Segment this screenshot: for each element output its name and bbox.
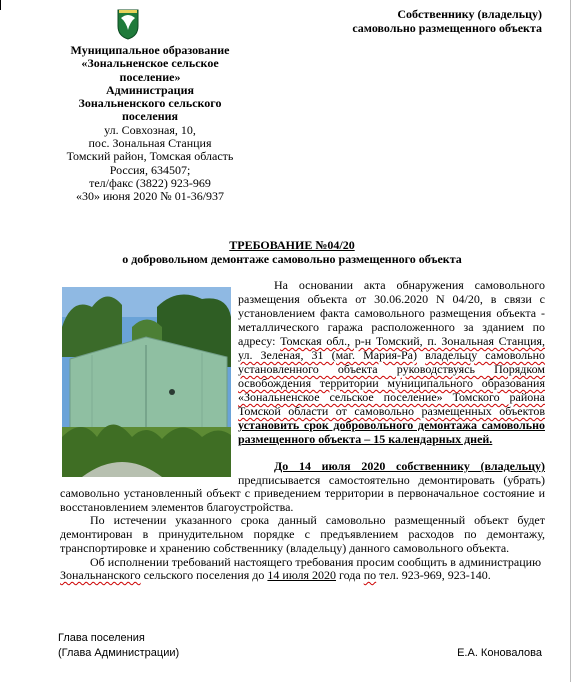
- settlement-name: Зональнанского: [60, 568, 141, 583]
- org-phone: тел/факс (3822) 923-969: [89, 175, 211, 190]
- paragraph-text: На основании акта обнаружения самовольного размещения объекта от 30.06.2020 N 04/20, в связи с установлением факта самовольного размещения объекта - металлического гаража расположенного за зданием по адресу:: [238, 278, 545, 348]
- address-text: Томская обл., р-н Томский, п. Зональная Станция, ул. Зеленая, 31 (маг. Мария-Ра): [238, 334, 546, 362]
- paragraph-text: владельцу самовольно установленного объекта руководствуясь Порядком освобождения территории муниципального образования «Зональненское сельское поселение» Томского района Томской области от самовольно размещенных объектов: [238, 348, 546, 418]
- deadline-block: [238, 459, 545, 487]
- org-line: Зональненского сельского: [78, 96, 222, 111]
- org-line: Администрация: [105, 82, 194, 97]
- organization-block: [52, 44, 248, 204]
- addressee-block: [330, 8, 542, 35]
- continuation-text: [60, 487, 545, 583]
- addressee-line: Собственнику (владельцу): [397, 7, 542, 21]
- deadline-text: предписывается самостоятельно демонтировать (убрать): [238, 473, 545, 487]
- deadline-statement: установить срок добровольного демонтажа самовольно размещенного объекта – 15 календарных дней.: [238, 418, 545, 446]
- signer-position: (Глава Администрации): [58, 647, 180, 659]
- org-line: поселения: [121, 109, 179, 124]
- page-right-edge: [570, 0, 571, 682]
- org-address: пос. Зональная Станция: [88, 136, 212, 151]
- paragraph-text: По истечении указанного срока данный самовольно размещенный объект будет демонтирован в принудительном порядке с предъявлением расходов по демонтажу, транспортировке и хранению собственнику (владельцу) данного самовольного объекта.: [60, 513, 545, 555]
- org-line: Муниципальное образование: [70, 43, 230, 57]
- signer-title: Глава поселения: [58, 632, 145, 644]
- paragraph-text: самовольно установленный объект с приведением территории в первоначальное состояние и восстановлением элементов благоустройства.: [60, 486, 545, 514]
- phone-text: тел. 923-969, 923-140.: [376, 568, 491, 583]
- signature-block: [58, 631, 546, 661]
- coat-of-arms-icon: [104, 8, 152, 40]
- signer-name: Е.А. Коновалова: [457, 647, 542, 659]
- garage-photo: [62, 287, 231, 477]
- org-line: «Зональненское сельское: [81, 56, 219, 71]
- paragraph-text: сельского поселения до: [140, 568, 268, 583]
- title-line: ТРЕБОВАНИЕ №04/20: [229, 238, 355, 252]
- main-paragraph: [238, 278, 545, 446]
- document-title: [0, 238, 584, 266]
- title-subline: о добровольном демонтаже самовольно размещенного объекта: [122, 252, 462, 266]
- paragraph-text: Об исполнении требований настоящего требования просим сообщить в администрацию: [90, 554, 542, 569]
- paragraph-text: года: [336, 568, 364, 583]
- date-text: 14 июля 2020: [267, 568, 337, 583]
- org-address: Томский район, Томская область: [66, 149, 234, 164]
- addressee-line: самовольно размещенного объекта: [352, 20, 542, 35]
- org-address: ул. Совхозная, 10,: [104, 122, 196, 137]
- paragraph-text: по: [363, 568, 377, 583]
- org-line: поселение»: [119, 69, 181, 84]
- document-reference: «30» июня 2020 № 01-36/937: [75, 189, 225, 204]
- page-left-edge: [0, 0, 1, 10]
- deadline-heading: До 14 июля 2020 собственнику (владельцу): [274, 459, 545, 473]
- paragraph-text: [60, 556, 545, 583]
- org-address: Россия, 634507;: [109, 162, 191, 177]
